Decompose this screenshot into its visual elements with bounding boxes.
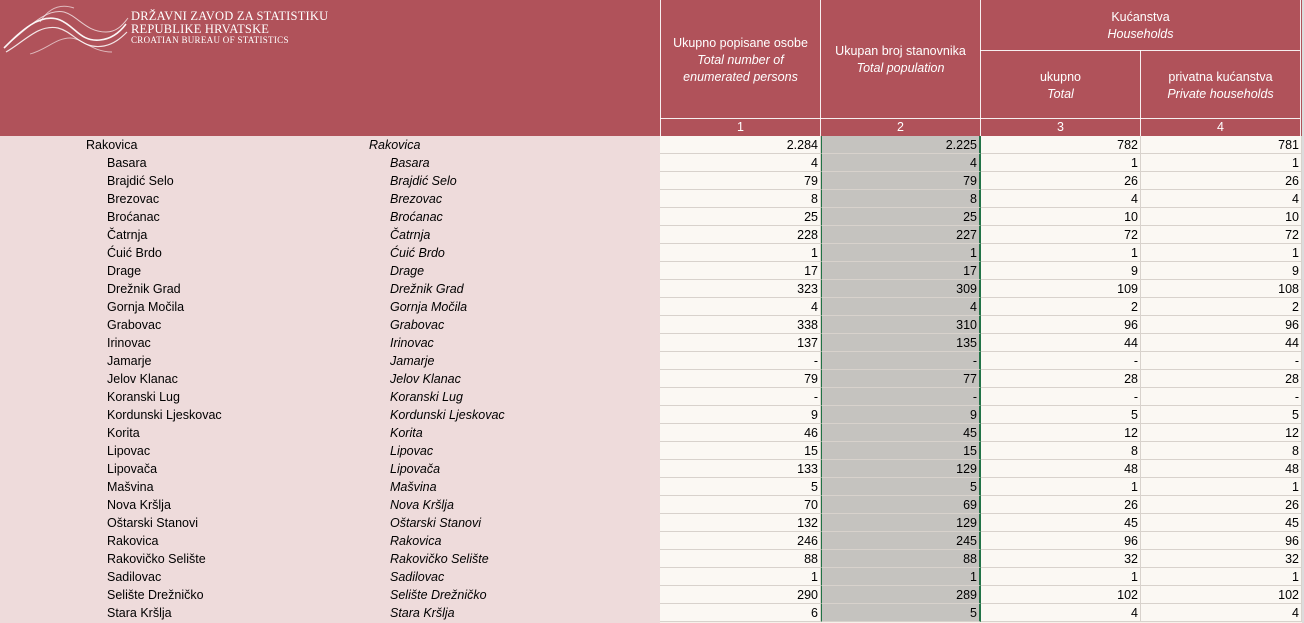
enumerated-persons-cell[interactable]: 46 [660, 424, 821, 442]
private-households-cell[interactable]: 26 [1141, 496, 1302, 514]
households-group-header[interactable] [981, 6, 1300, 46]
total-population-cell[interactable]: 135 [821, 334, 981, 352]
enumerated-persons-cell[interactable]: - [660, 352, 821, 370]
households-total-cell[interactable]: 4 [981, 604, 1141, 622]
private-households-cell[interactable]: 28 [1141, 370, 1302, 388]
enumerated-persons-cell[interactable]: 79 [660, 370, 821, 388]
households-total-cell[interactable]: 28 [981, 370, 1141, 388]
households-total-cell[interactable]: 109 [981, 280, 1141, 298]
col2-number: 2 [897, 120, 904, 134]
enumerated-persons-cell[interactable]: 5 [660, 478, 821, 496]
private-households-cell[interactable]: 4 [1141, 190, 1302, 208]
table-row [0, 172, 1304, 190]
households-total-cell[interactable]: 26 [981, 172, 1141, 190]
households-total-cell[interactable]: 4 [981, 190, 1141, 208]
households-total-cell[interactable]: 32 [981, 550, 1141, 568]
logo-area [0, 0, 660, 136]
table-row [0, 316, 1304, 334]
total-population-cell[interactable]: 9 [821, 406, 981, 424]
total-population-cell[interactable]: 17 [821, 262, 981, 280]
org-name-line1: DRŽAVNI ZAVOD ZA STATISTIKU [131, 9, 329, 23]
settlement-name-hr[interactable]: Basara [107, 156, 147, 170]
total-population-cell[interactable]: 227 [821, 226, 981, 244]
settlement-name-hr[interactable]: Oštarski Stanovi [107, 516, 199, 530]
settlement-name-en[interactable]: Gornja Močila [390, 300, 468, 314]
table-row [0, 244, 1304, 262]
settlement-name-en[interactable]: Lipovac [390, 444, 434, 458]
table-row [0, 496, 1304, 514]
table-row [0, 550, 1304, 568]
private-households-cell[interactable]: - [1141, 388, 1302, 406]
table-row [0, 136, 1304, 154]
total-population-cell[interactable]: 8 [821, 190, 981, 208]
settlement-name-en[interactable]: Ćuić Brdo [390, 246, 445, 260]
total-population-cell[interactable]: 4 [821, 154, 981, 172]
settlement-name-hr[interactable]: Čatrnja [107, 228, 148, 242]
enumerated-persons-cell[interactable]: 323 [660, 280, 821, 298]
col4-header-hr: privatna kućanstva [1168, 70, 1273, 84]
settlement-name-hr[interactable]: Lipovac [107, 444, 151, 458]
households-total-cell[interactable]: 12 [981, 424, 1141, 442]
total-population-cell[interactable]: 77 [821, 370, 981, 388]
settlement-name-hr[interactable]: Broćanac [107, 210, 160, 224]
settlement-name-en[interactable]: Selište Drežničko [390, 588, 487, 602]
households-total-cell[interactable]: 1 [981, 568, 1141, 586]
households-total-cell[interactable]: 1 [981, 478, 1141, 496]
col4-header-en: Private households [1167, 87, 1274, 101]
enumerated-persons-cell[interactable]: 6 [660, 604, 821, 622]
households-total-cell[interactable]: 45 [981, 514, 1141, 532]
col3-header[interactable] [981, 64, 1140, 108]
private-households-cell[interactable]: 26 [1141, 172, 1302, 190]
enumerated-persons-cell[interactable]: 9 [660, 406, 821, 424]
settlement-name-hr[interactable]: Drežnik Grad [107, 282, 181, 296]
settlement-name-en[interactable]: Jelov Klanac [390, 372, 461, 386]
settlement-name-hr[interactable]: Jamarje [107, 354, 152, 368]
col1-header-en-b: enumerated persons [683, 69, 798, 84]
table-row [0, 262, 1304, 280]
settlement-name-en[interactable]: Jamarje [390, 354, 435, 368]
col1-number: 1 [737, 120, 744, 134]
settlement-name-en[interactable]: Sadilovac [390, 570, 445, 584]
private-households-cell[interactable]: 1 [1141, 154, 1302, 172]
private-households-cell[interactable]: 96 [1141, 532, 1302, 550]
total-population-cell[interactable]: 5 [821, 604, 981, 622]
settlement-name-en[interactable]: Drage [390, 264, 425, 278]
households-total-cell[interactable]: 96 [981, 532, 1141, 550]
col4-number: 4 [1217, 120, 1224, 134]
group-header-hr: Kućanstva [1111, 10, 1170, 24]
private-households-cell[interactable]: 781 [1141, 136, 1302, 154]
table-row [0, 226, 1304, 244]
private-households-cell[interactable]: 102 [1141, 586, 1302, 604]
households-total-cell[interactable]: 5 [981, 406, 1141, 424]
settlement-name-hr[interactable]: Jelov Klanac [107, 372, 178, 386]
table-row [0, 442, 1304, 460]
total-population-cell[interactable]: 1 [821, 568, 981, 586]
total-population-cell[interactable]: 129 [821, 514, 981, 532]
settlement-name-hr[interactable]: Brezovac [107, 192, 160, 206]
households-total-cell[interactable]: 1 [981, 154, 1141, 172]
enumerated-persons-cell[interactable]: 228 [660, 226, 821, 244]
total-population-cell[interactable]: 309 [821, 280, 981, 298]
settlement-name-hr[interactable]: Rakovičko Selište [107, 552, 206, 566]
total-population-cell[interactable]: 15 [821, 442, 981, 460]
settlement-name-en[interactable]: Rakovica [390, 534, 442, 548]
total-population-cell[interactable]: - [821, 352, 981, 370]
settlement-name-en[interactable]: Irinovac [390, 336, 434, 350]
table-row [0, 388, 1304, 406]
enumerated-persons-cell[interactable]: 8 [660, 190, 821, 208]
settlement-name-hr[interactable]: Brajdić Selo [107, 174, 174, 188]
col1-header-hr: Ukupno popisane osobe [673, 35, 808, 50]
private-households-cell[interactable]: 1 [1141, 568, 1302, 586]
settlement-name-hr[interactable]: Korita [107, 426, 140, 440]
private-households-cell[interactable]: 2 [1141, 298, 1302, 316]
table-row [0, 460, 1304, 478]
households-total-cell[interactable]: 1 [981, 244, 1141, 262]
settlement-name-hr[interactable]: Grabovac [107, 318, 162, 332]
households-total-cell[interactable]: 26 [981, 496, 1141, 514]
private-households-cell[interactable]: 48 [1141, 460, 1302, 478]
org-name-line3: CROATIAN BUREAU OF STATISTICS [131, 35, 289, 46]
total-population-cell[interactable]: 245 [821, 532, 981, 550]
enumerated-persons-cell[interactable]: 290 [660, 586, 821, 604]
settlement-name-hr[interactable]: Lipovača [107, 462, 158, 476]
col2-header-hr: Ukupan broj stanovnika [835, 44, 966, 58]
private-households-cell[interactable]: 72 [1141, 226, 1302, 244]
total-population-cell[interactable]: 25 [821, 208, 981, 226]
private-households-cell[interactable]: - [1141, 352, 1302, 370]
table-header [0, 0, 1304, 136]
settlement-name-en[interactable]: Rakovica [369, 138, 421, 152]
col3-header-hr: ukupno [1039, 70, 1081, 84]
enumerated-persons-cell[interactable]: 4 [660, 154, 821, 172]
private-households-cell[interactable]: 96 [1141, 316, 1302, 334]
private-households-cell[interactable]: 108 [1141, 280, 1302, 298]
settlement-name-hr[interactable]: Rakovica [86, 138, 138, 152]
settlement-name-hr[interactable]: Selište Drežničko [107, 588, 204, 602]
enumerated-persons-cell[interactable]: 88 [660, 550, 821, 568]
enumerated-persons-cell[interactable]: 137 [660, 334, 821, 352]
table-row [0, 586, 1304, 604]
enumerated-persons-cell[interactable]: 15 [660, 442, 821, 460]
households-total-cell[interactable]: 96 [981, 316, 1141, 334]
settlement-name-en[interactable]: Nova Kršlja [390, 498, 454, 512]
table-row [0, 514, 1304, 532]
col3-number: 3 [1057, 120, 1064, 134]
households-total-cell[interactable]: 102 [981, 586, 1141, 604]
settlement-name-hr[interactable]: Irinovac [107, 336, 151, 350]
table-row [0, 208, 1304, 226]
total-population-cell[interactable]: 5 [821, 478, 981, 496]
households-total-cell[interactable]: 44 [981, 334, 1141, 352]
enumerated-persons-cell[interactable]: - [660, 388, 821, 406]
settlement-name-hr[interactable]: Kordunski Ljeskovac [107, 408, 222, 422]
private-households-cell[interactable]: 12 [1141, 424, 1302, 442]
settlement-name-hr[interactable]: Nova Kršlja [107, 498, 171, 512]
col2-header[interactable] [821, 38, 980, 82]
households-total-cell[interactable]: 72 [981, 226, 1141, 244]
private-households-cell[interactable]: 44 [1141, 334, 1302, 352]
settlement-name-hr[interactable]: Sadilovac [107, 570, 162, 584]
total-population-cell[interactable]: - [821, 388, 981, 406]
enumerated-persons-cell[interactable]: 25 [660, 208, 821, 226]
households-total-cell[interactable]: - [981, 388, 1141, 406]
settlement-name-en[interactable]: Brajdić Selo [390, 174, 457, 188]
settlement-name-en[interactable]: Grabovac [390, 318, 445, 332]
org-name [131, 10, 328, 46]
households-total-cell[interactable]: 8 [981, 442, 1141, 460]
private-households-cell[interactable]: 1 [1141, 478, 1302, 496]
households-total-cell[interactable]: - [981, 352, 1141, 370]
total-population-cell[interactable]: 289 [821, 586, 981, 604]
settlement-name-en[interactable]: Koranski Lug [390, 390, 463, 404]
total-population-cell[interactable]: 2.225 [821, 136, 981, 154]
settlement-name-en[interactable]: Kordunski Ljeskovac [390, 408, 505, 422]
households-total-cell[interactable]: 48 [981, 460, 1141, 478]
enumerated-persons-cell[interactable]: 17 [660, 262, 821, 280]
settlement-name-en[interactable]: Čatrnja [390, 228, 431, 242]
households-total-cell[interactable]: 9 [981, 262, 1141, 280]
settlement-name-en[interactable]: Korita [390, 426, 423, 440]
enumerated-persons-cell[interactable]: 70 [660, 496, 821, 514]
col2-header-en: Total population [856, 61, 945, 75]
col4-header[interactable] [1141, 64, 1300, 108]
private-households-cell[interactable]: 4 [1141, 604, 1302, 622]
enumerated-persons-cell[interactable]: 246 [660, 532, 821, 550]
table-row [0, 532, 1304, 550]
table-row [0, 604, 1304, 622]
total-population-cell[interactable]: 129 [821, 460, 981, 478]
enumerated-persons-cell[interactable]: 338 [660, 316, 821, 334]
private-households-cell[interactable]: 32 [1141, 550, 1302, 568]
households-total-cell[interactable]: 782 [981, 136, 1141, 154]
enumerated-persons-cell[interactable]: 132 [660, 514, 821, 532]
total-population-cell[interactable]: 1 [821, 244, 981, 262]
settlement-name-en[interactable]: Mašvina [390, 480, 437, 494]
enumerated-persons-cell[interactable]: 2.284 [660, 136, 821, 154]
private-households-cell[interactable]: 8 [1141, 442, 1302, 460]
settlement-name-hr[interactable]: Drage [107, 264, 142, 278]
settlement-name-en[interactable]: Basara [390, 156, 430, 170]
settlement-name-hr[interactable]: Ćuić Brdo [107, 246, 162, 260]
settlement-name-hr[interactable]: Koranski Lug [107, 390, 180, 404]
settlement-name-en[interactable]: Stara Kršlja [390, 606, 455, 620]
total-population-cell[interactable]: 88 [821, 550, 981, 568]
settlement-name-hr[interactable]: Stara Kršlja [107, 606, 172, 620]
org-name-line2: REPUBLIKE HRVATSKE [131, 22, 270, 37]
table-row [0, 280, 1304, 298]
enumerated-persons-cell[interactable]: 133 [660, 460, 821, 478]
total-population-cell[interactable]: 45 [821, 424, 981, 442]
col1-header[interactable] [661, 30, 820, 90]
table-row [0, 298, 1304, 316]
table-row [0, 190, 1304, 208]
settlement-name-en[interactable]: Lipovača [390, 462, 441, 476]
group-header-en: Households [1107, 27, 1174, 41]
settlement-name-hr[interactable]: Mašvina [107, 480, 154, 494]
private-households-cell[interactable]: 45 [1141, 514, 1302, 532]
settlement-name-hr[interactable]: Rakovica [107, 534, 159, 548]
households-total-cell[interactable]: 2 [981, 298, 1141, 316]
table-row [0, 370, 1304, 388]
households-total-cell[interactable]: 10 [981, 208, 1141, 226]
enumerated-persons-cell[interactable]: 4 [660, 298, 821, 316]
table-row [0, 424, 1304, 442]
table-row [0, 352, 1304, 370]
private-households-cell[interactable]: 10 [1141, 208, 1302, 226]
settlement-name-en[interactable]: Broćanac [390, 210, 443, 224]
settlement-name-en[interactable]: Brezovac [390, 192, 443, 206]
settlement-name-en[interactable]: Rakovičko Selište [390, 552, 489, 566]
enumerated-persons-cell[interactable]: 1 [660, 244, 821, 262]
enumerated-persons-cell[interactable]: 1 [660, 568, 821, 586]
total-population-cell[interactable]: 79 [821, 172, 981, 190]
total-population-cell[interactable]: 69 [821, 496, 981, 514]
private-households-cell[interactable]: 1 [1141, 244, 1302, 262]
private-households-cell[interactable]: 5 [1141, 406, 1302, 424]
settlement-name-en[interactable]: Drežnik Grad [390, 282, 464, 296]
settlement-name-en[interactable]: Oštarski Stanovi [390, 516, 482, 530]
dzs-logo-icon [0, 2, 130, 62]
table-row [0, 154, 1304, 172]
table-row [0, 406, 1304, 424]
table-row [0, 568, 1304, 586]
col1-header-en-a: Total number of [697, 52, 784, 67]
table-row [0, 334, 1304, 352]
col3-header-en: Total [1047, 87, 1074, 101]
settlement-name-hr[interactable]: Gornja Močila [107, 300, 185, 314]
total-population-cell[interactable]: 310 [821, 316, 981, 334]
total-population-cell[interactable]: 4 [821, 298, 981, 316]
table-body [0, 136, 1304, 622]
private-households-cell[interactable]: 9 [1141, 262, 1302, 280]
table-row [0, 478, 1304, 496]
enumerated-persons-cell[interactable]: 79 [660, 172, 821, 190]
